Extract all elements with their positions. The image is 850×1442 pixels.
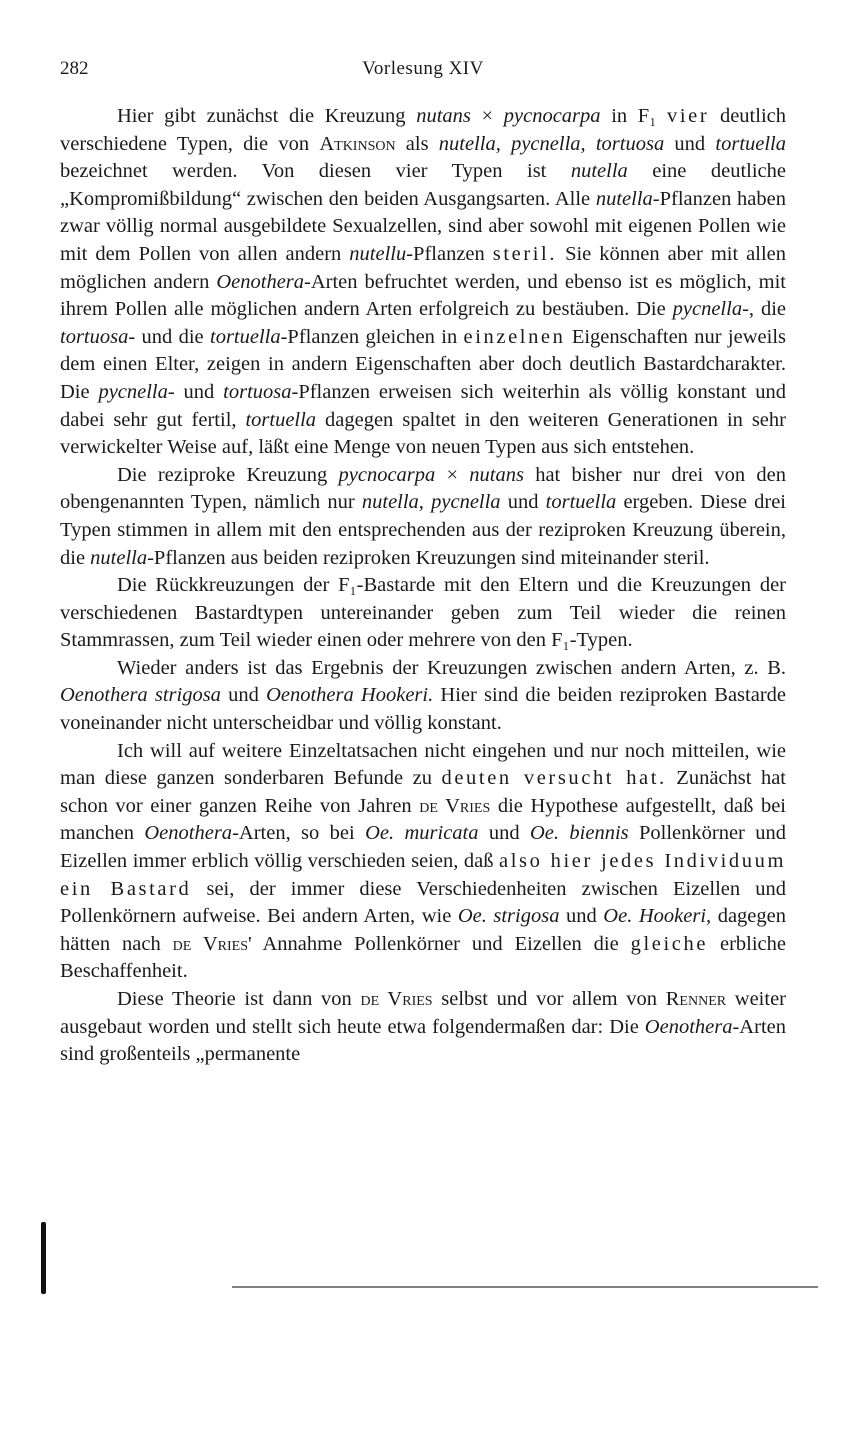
text-run: de Vries xyxy=(419,794,491,817)
paragraph xyxy=(60,986,786,1069)
text-run: nutella xyxy=(595,187,653,210)
text-run: und xyxy=(664,132,716,155)
text-run: die Hypothese aufgestellt, daß bei manchen xyxy=(60,794,786,845)
text-run: × xyxy=(470,105,504,127)
text-run: - und xyxy=(167,380,224,403)
text-run: Oenothera Hookeri. xyxy=(266,684,434,707)
text-run: weiter ausgebaut worden und stellt sich heute etwa folgendermaßen dar: Die xyxy=(60,988,786,1038)
paragraph xyxy=(60,572,786,655)
text-run: Sie können aber mit allen möglichen andern xyxy=(60,242,787,293)
text-run: Die Rückkreuzungen der F₁-Bastarde mit den Eltern und die Kreuzungen der verschiedenen Bastardtypen untereinander geben zum Teil wieder die reinen Stammrassen, zum Teil wieder einen oder mehrere von den F₁-Typen. xyxy=(60,574,786,652)
text-run: -Pflanzen aus beiden reziproken Kreuzungen sind miteinander steril. xyxy=(147,546,710,569)
text-run: hat bisher nur drei von den obengenannten Typen, nämlich nur xyxy=(60,463,787,514)
text-run: ' Annahme Pollenkörner und Eizellen die xyxy=(248,932,631,955)
text-run: Renner xyxy=(665,988,727,1010)
text-run: -Pflanzen erweisen sich weiterhin als völlig konstant und dabei sehr gut fertil, xyxy=(60,380,786,431)
paragraph xyxy=(60,462,786,572)
text-run: Die reziproke Kreuzung xyxy=(117,463,339,486)
text-run: einzelnen xyxy=(463,325,566,348)
text-run: dagegen hätten nach xyxy=(60,905,787,955)
text-run: pycnocarpa xyxy=(338,463,436,486)
text-run: und xyxy=(559,905,604,928)
text-run: -Arten, so bei xyxy=(232,822,366,845)
text-run: -Pflanzen gleichen in xyxy=(280,325,464,348)
text-run: dagegen spaltet in den weiteren Generationen in sehr verwickelter Weise auf, läßt eine Menge von neuen Typen aus sich entstehen. xyxy=(60,408,786,459)
text-run: Hier gibt zunächst die Kreuzung xyxy=(117,105,417,127)
text-run: Eigenschaften nur jeweils dem einen Elter, zeigen in andern Eigenschaften aber doch deutlich Bastardcharakter. Die xyxy=(60,325,786,403)
text-run: × xyxy=(435,463,470,486)
text-run: - und die xyxy=(128,325,210,348)
text-run: und xyxy=(478,822,530,845)
text-run: tortuella xyxy=(715,132,786,155)
page-number: 282 xyxy=(60,58,89,79)
text-run: und xyxy=(220,684,267,707)
text-run: pycnocarpa xyxy=(503,105,601,127)
text-run: de Vries xyxy=(172,932,248,955)
text-run: -Arten befruchtet werden, und ebenso ist es möglich, mit ihrem Pollen alle möglichen andern Arten erfolgreich zu bestäuben. Die xyxy=(60,270,786,321)
text-run: in F₁ xyxy=(600,105,668,127)
text-run: bezeichnet werden. Von diesen vier Typen ist xyxy=(60,160,571,183)
text-run: deutlich verschiedene Typen, die von xyxy=(60,105,786,155)
paragraph xyxy=(60,103,786,462)
text-run: tortuosa xyxy=(223,380,292,403)
underline-mark xyxy=(232,1286,818,1288)
text-run: sei, der immer diese Verschiedenheiten zwischen Eizellen und Pollenkörnern aufweise. Bei andern Arten, wie xyxy=(60,877,786,928)
text-run: Wieder anders ist das Ergebnis der Kreuzungen zwischen andern Arten, z. B. xyxy=(117,656,786,679)
text-run: eine deutliche „Kompromißbildung“ zwischen den beiden Ausgangsarten. Alle xyxy=(60,160,786,210)
text-run: Oenothera xyxy=(144,822,233,845)
text-run: nutans xyxy=(469,463,524,486)
text-run: ergeben. Diese drei Typen stimmen in allem mit den entsprechenden aus der reziproken Kreuzung überein, die xyxy=(60,491,786,569)
text-run: nutella, pycnella, tortuosa xyxy=(438,132,665,155)
text-run: nutans xyxy=(416,105,471,127)
text-run: Oe. muricata xyxy=(365,822,479,845)
text-run: -, die xyxy=(742,298,786,321)
page-header xyxy=(60,58,786,86)
text-run: nutella xyxy=(570,160,628,183)
text-run: Diese Theorie ist dann von xyxy=(117,988,361,1010)
text-run: Pollenkörner und Eizellen immer erblich völlig verschieden seien, daß xyxy=(60,822,787,873)
text-run: Oenothera xyxy=(644,1015,733,1038)
text-run: Zunächst hat schon vor einer ganzen Reihe von Jahren xyxy=(60,767,786,817)
text-run: als xyxy=(395,132,439,155)
text-run: Oenothera xyxy=(216,270,305,293)
text-run: tortuella xyxy=(245,408,317,431)
text-run: pycnella xyxy=(98,380,168,403)
text-run: erbliche Beschaffenheit. xyxy=(60,932,786,983)
text-run: -Pflanzen xyxy=(406,242,493,265)
text-run: also hier jedes Individuum ein Bastard xyxy=(60,850,786,900)
text-run: tortuella xyxy=(210,325,281,348)
paragraph xyxy=(60,738,786,986)
text-run: deuten versucht hat. xyxy=(441,767,667,790)
running-head: Vorlesung XIV xyxy=(362,58,484,79)
text-run: Oe. Hookeri, xyxy=(603,905,712,928)
text-run: steril. xyxy=(492,242,558,265)
text-run: Atkinson xyxy=(319,132,396,155)
text-run: Oenothera strigosa xyxy=(60,684,221,707)
text-run: tortuella xyxy=(545,491,617,514)
text-run: selbst und vor allem von xyxy=(432,988,666,1010)
text-run: pycnella xyxy=(672,298,743,321)
text-run: und xyxy=(500,491,546,514)
text-run: -Pflanzen haben zwar völlig normal ausgebildete Sexualzellen, sind aber sowohl mit eigenen Pollen wie mit dem Pollen von allen andern xyxy=(60,187,787,265)
text-run: Hier sind die beiden reziproken Bastarde voneinander nicht unterscheidbar und völlig konstant. xyxy=(60,684,787,735)
text-run: nutella xyxy=(90,546,148,569)
text-run: gleiche xyxy=(630,932,709,955)
text-run: nutellu xyxy=(349,242,407,265)
text-run: tortuosa xyxy=(60,325,129,348)
text-run: vier xyxy=(667,105,710,127)
margin-mark xyxy=(41,1222,46,1294)
text-run: nutella, pycnella xyxy=(361,491,501,514)
text-run: Oe. biennis xyxy=(530,822,629,845)
text-run: de Vries xyxy=(360,988,433,1010)
text-run: Oe. strigosa xyxy=(457,905,560,928)
body-text xyxy=(60,103,786,1069)
paragraph xyxy=(60,655,786,738)
text-run: Ich will auf weitere Einzeltatsachen nicht eingehen und nur noch mitteilen, wie man diese ganzen sonderbaren Befunde zu xyxy=(60,739,786,790)
text-run: -Arten sind großenteils „permanente xyxy=(60,1015,786,1066)
